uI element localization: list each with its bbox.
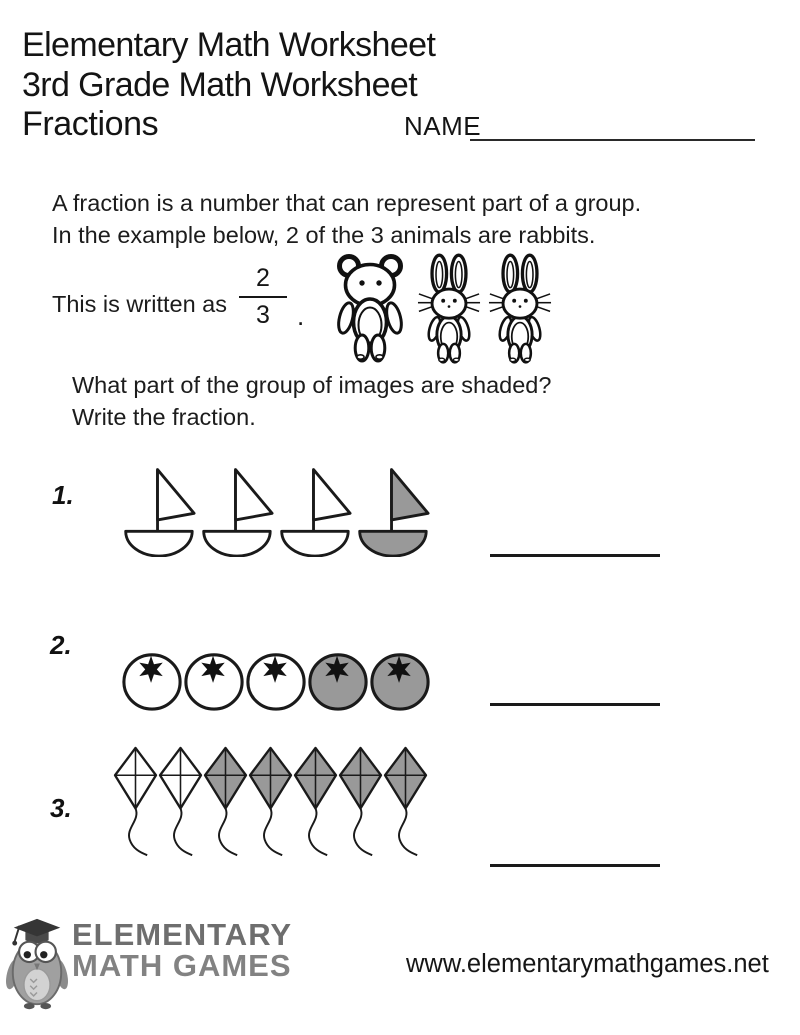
rabbit-image [417, 253, 481, 364]
question-number: 3. [50, 793, 72, 823]
worksheet-subtitle: 3rd Grade Math Worksheet [22, 66, 418, 104]
answer-line[interactable] [490, 693, 660, 706]
kite-image [248, 746, 293, 861]
question-number: 1. [52, 480, 74, 510]
example-animals [332, 252, 552, 364]
logo-line-1: ELEMENTARY [72, 917, 293, 952]
sailboat-image [119, 462, 197, 557]
owl-graduation-cap-icon [6, 914, 68, 1016]
intro-line-2: In the example below, 2 of the 3 animals are rabbits. [52, 222, 596, 248]
worksheet-topic: Fractions [22, 105, 159, 143]
logo-text [72, 919, 292, 981]
kite-image [158, 746, 203, 861]
star-circle-image [245, 648, 307, 712]
kite-image [113, 746, 158, 861]
kite-image [203, 746, 248, 861]
kite-image [338, 746, 383, 861]
question-images [121, 648, 431, 712]
example-fraction [237, 264, 289, 330]
fraction-numerator: 2 [256, 264, 270, 292]
kite-image [383, 746, 428, 861]
bear-image [332, 252, 410, 364]
star-circle-image [307, 648, 369, 712]
star-circle-image [121, 648, 183, 712]
name-blank-line[interactable] [470, 113, 755, 141]
worksheet-title: Elementary Math Worksheet [22, 26, 436, 64]
name-label: NAME [404, 111, 482, 141]
example-period: . [297, 301, 305, 331]
question-images [119, 462, 431, 557]
prompt-line-1: What part of the group of images are shaded? [72, 372, 552, 398]
star-circle-image [183, 648, 245, 712]
intro-line-1: A fraction is a number that can represent part of a group. [52, 190, 642, 216]
sailboat-image [353, 462, 431, 557]
sailboat-image [197, 462, 275, 557]
fraction-bar [239, 296, 287, 298]
kite-image [293, 746, 338, 861]
answer-line[interactable] [490, 544, 660, 557]
fraction-denominator: 3 [256, 301, 270, 329]
answer-line[interactable] [490, 854, 660, 867]
logo-line-2: MATH GAMES [72, 948, 292, 983]
website-url: www.elementarymathgames.net [406, 950, 769, 978]
question-number: 2. [50, 630, 72, 660]
example-lead-text: This is written as [52, 291, 227, 317]
question-images [113, 746, 428, 861]
star-circle-image [369, 648, 431, 712]
rabbit-image [488, 253, 552, 364]
sailboat-image [275, 462, 353, 557]
prompt-line-2: Write the fraction. [72, 404, 256, 430]
